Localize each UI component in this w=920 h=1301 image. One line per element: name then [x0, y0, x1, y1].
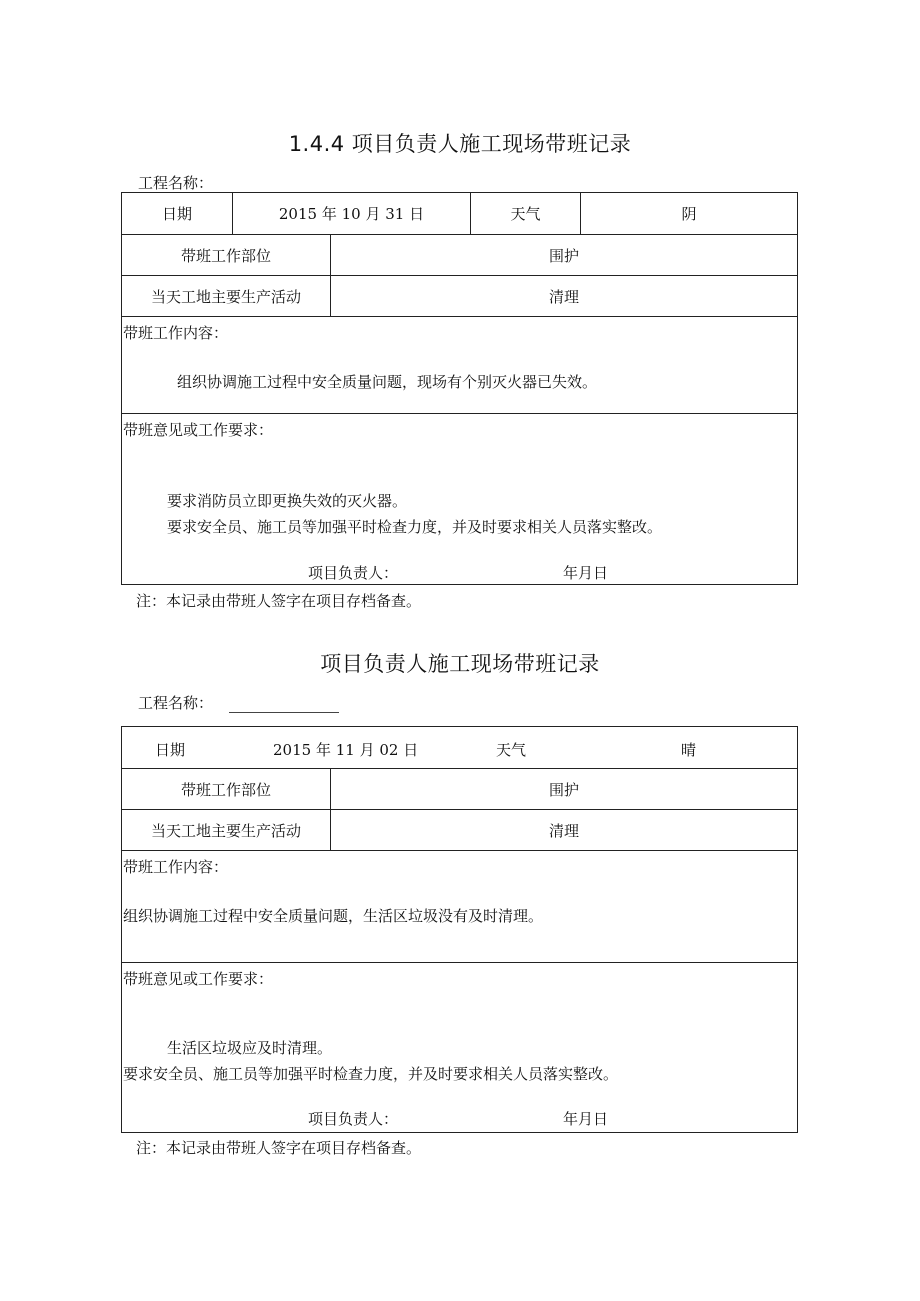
- dept-value: 围护: [330, 235, 797, 275]
- record1-note: 注：本记录由带班人签字在项目存档备查。: [136, 592, 422, 610]
- project-name-blank: [229, 698, 339, 713]
- weather-value: 阴: [580, 193, 797, 234]
- activity-label: 当天工地主要生产活动: [150, 821, 301, 840]
- date-sign: 年月日: [563, 1110, 609, 1128]
- dept-label: 带班工作部位: [180, 780, 271, 799]
- date-label: 日期: [161, 205, 192, 223]
- record2-dept-row: [122, 769, 797, 810]
- record2-table: [121, 726, 798, 1133]
- opinion-line-1: 生活区垃圾应及时清理。: [167, 1039, 333, 1057]
- opinion-line-2: 要求安全员、施工员等加强平时检查力度，并及时要求相关人员落实整改。: [167, 518, 663, 536]
- weather-label: 天气: [496, 741, 527, 759]
- record2-project-name: [138, 692, 339, 713]
- record1-opinion-row: [122, 414, 797, 584]
- opinion-line-2: 要求安全员、施工员等加强平时检查力度，并及时要求相关人员落实整改。: [123, 1065, 619, 1083]
- record1-dept-row: [122, 235, 797, 276]
- record1-activity-row: [122, 276, 797, 317]
- content-text: 组织协调施工过程中安全质量问题，现场有个别灭火器已失效。: [177, 373, 598, 391]
- opinion-label: 带班意见或工作要求：: [123, 970, 274, 988]
- weather-value: 晴: [681, 741, 697, 759]
- date-value: 2015 年 11 月 02 日: [273, 741, 419, 759]
- manager-label: 项目负责人：: [308, 1110, 399, 1128]
- project-name-blank: [213, 178, 351, 193]
- date-sign: 年月日: [563, 564, 609, 582]
- manager-label: 项目负责人：: [308, 564, 399, 582]
- record2-activity-row: [122, 810, 797, 851]
- content-label: 带班工作内容：: [123, 324, 229, 342]
- project-name-label: 工程名称：: [138, 174, 214, 192]
- record1-title: 1.4.4 项目负责人施工现场带班记录: [288, 132, 632, 156]
- record2-content-row: [122, 851, 797, 963]
- activity-label: 当天工地主要生产活动: [150, 287, 301, 306]
- activity-value: 清理: [330, 810, 797, 850]
- record1-content-row: [122, 317, 797, 414]
- record2-note: 注：本记录由带班人签字在项目存档备查。: [136, 1139, 422, 1157]
- content-label: 带班工作内容：: [123, 858, 229, 876]
- record2-date-row: [122, 727, 797, 769]
- content-text: 组织协调施工过程中安全质量问题，生活区垃圾没有及时清理。: [123, 907, 544, 925]
- record1-table: [121, 192, 798, 585]
- opinion-line-1: 要求消防员立即更换失效的灭火器。: [167, 492, 408, 510]
- record2-title: 项目负责人施工现场带班记录: [320, 652, 600, 676]
- record2-opinion-row: [122, 963, 797, 1133]
- dept-value: 围护: [330, 769, 797, 809]
- weather-label: 天气: [470, 193, 580, 234]
- opinion-label: 带班意见或工作要求：: [123, 421, 274, 439]
- record1-date-row: [122, 193, 797, 235]
- project-name-label: 工程名称：: [138, 694, 214, 712]
- activity-value: 清理: [330, 276, 797, 316]
- dept-label: 带班工作部位: [180, 246, 271, 265]
- record1-project-name: [138, 172, 351, 193]
- date-value: 2015 年 10 月 31 日: [232, 193, 470, 234]
- date-label: 日期: [155, 741, 186, 759]
